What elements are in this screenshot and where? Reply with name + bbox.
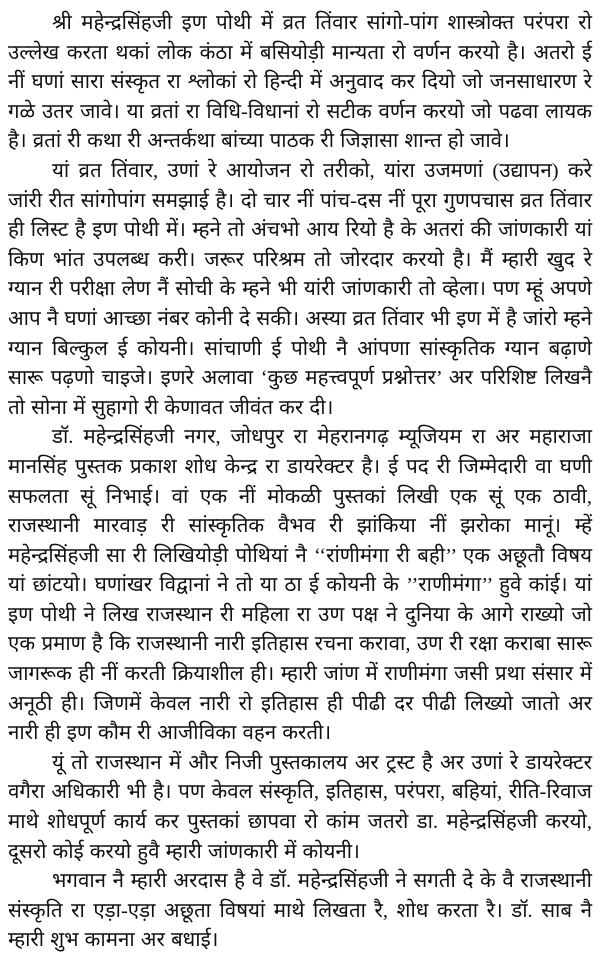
paragraph-blessing-closing: भगवान नै म्हारी अरदास है वे डॉ. महेन्द्रसिंहजी ने सगती दे के वै राजस्थानी संस्कृति रा एड़ा-एड़ा अछूता विषयां माथे लिखता रै, शोध करता रै। डॉ. साब नै म्हारी शुभ कामना अर बधाई। bbox=[8, 870, 592, 952]
paragraph-intro-book-praise: श्री महेन्द्रसिंहजी इण पोथी में व्रत तिंवार सांगो-पांग शास्त्रोक्त परंपरा रो उल्लेख करता थकां लोक कंठा में बसियोड़ी मान्यता रो वर्णन करयो है। अतरो ई नीं घणां सारा संस्कृत रा श्लोकां रो हिन्दी में अनुवाद कर दियो जो जनसाधारण रे गळे उतर जावे। या व्रतां रा विधि-विधानां रो सटीक वर्णन करयो जो पढवा लायक है। व्रतां री कथा री अन्तर्कथा बांच्या पाठक री जिज्ञासा शान्त हो जावे। bbox=[8, 12, 592, 153]
paragraph-rajasthan-libraries: यूं तो राजस्थान में और निजी पुस्तकालय अर ट्रस्ट है अर उणां रे डायरेक्टर वगैरा अधिकारी भी है। पण केवल संस्कृति, इतिहास, परंपरा, बहियां, रीति-रिवाज माथे शोधपूर्ण कार्य कर पुस्तकां छापवा रो कांम जतरो डा. महेन्द्रसिंहजी करयो, दूसरो कोई करयो हुवै म्हारी जांणकारी में कोयनी। bbox=[8, 751, 592, 863]
paragraph-vrat-tinvar-details: यां व्रत तिंवार, उणां रे आयोजन रो तरीको, यांरा उजमणां (उद्यापन) करे जांरी रीत सांगोपांग समझाई है। दो चार नीं पांच-दस नीं पूरा गुणपचास व्रत तिंवार ही लिस्ट है इण पोथी में। म्हने तो अंचभो आय रियो है के अतरां की जांणकारी यां किण भांत उपलब्ध करी। जरूर परिश्रम तो जोरदार करयो है। मैं म्हारी खुद रे ग्यान री परीक्षा लेण नैं सोची के म्हने भी यांरी जांणकारी तो व्हेला। पण म्हूं अपणे आप नै घणां आच्छा नंबर कोनी दे सकी। अस्या व्रत तिंवार भी इण में है जांरो म्हने ग्यान बिल्कुल ई कोयनी। सांचाणी ई पोथी नै आंपणा सांस्कृतिक ग्यान बढ़ाणे सारू पढ़णो चाइजे। इणरे अलावा ‘कुछ महत्त्वपूर्ण प्रश्नोत्तर’ अर परिशिष्ट लिखनै तो सोना में सुहागो री केणावत जीवंत कर दी। bbox=[8, 159, 592, 419]
paragraph-author-biography: डॉ. महेन्द्रसिंहजी नगर, जोधपुर रा मेहरानगढ़ म्यूजियम रा अर महाराजा मानसिंह पुस्तक प्रकाश शोध केन्द्र रा डायरेक्टर है। ई पद री जिम्मेदारी वा घणी सफलता सूं निभाई। वां एक नीं मोकळी पुस्तकां लिखी एक सूं एक ठावी, राजस्थानी मारवाड़ री सांस्कृतिक वैभव री झांकिया नीं झरोका मानूं। म्हें महेन्द्रसिंहजी सा री लिखियोड़ी पोथियां नै ‘‘रांणीमंगा री बही’’ एक अछूतौ विषय यां छांटयो। घणांखर विद्वानां ने तो या ठा ई कोयनी के ’’राणीमंगा’’ हुवे कांई। यां इण पोथी ने लिख राजस्थान री महिला रा उण पक्ष ने दुनिया के आगे राख्यो जो एक प्रमाण है कि राजस्थानी नारी इतिहास रचना करावा, उण री रक्षा कराबा सारू जागरूक ही नीं करती क्रियाशील ही। म्हारी जांण में राणीमंगा जसी प्रथा संसार में अनूठी ही। जिणमें केवल नारी रो इतिहास ही पीढी दर पीढी लिख्यो जातो अर नारी ही इण कौम री आजीविका वहन करती। bbox=[8, 426, 592, 745]
